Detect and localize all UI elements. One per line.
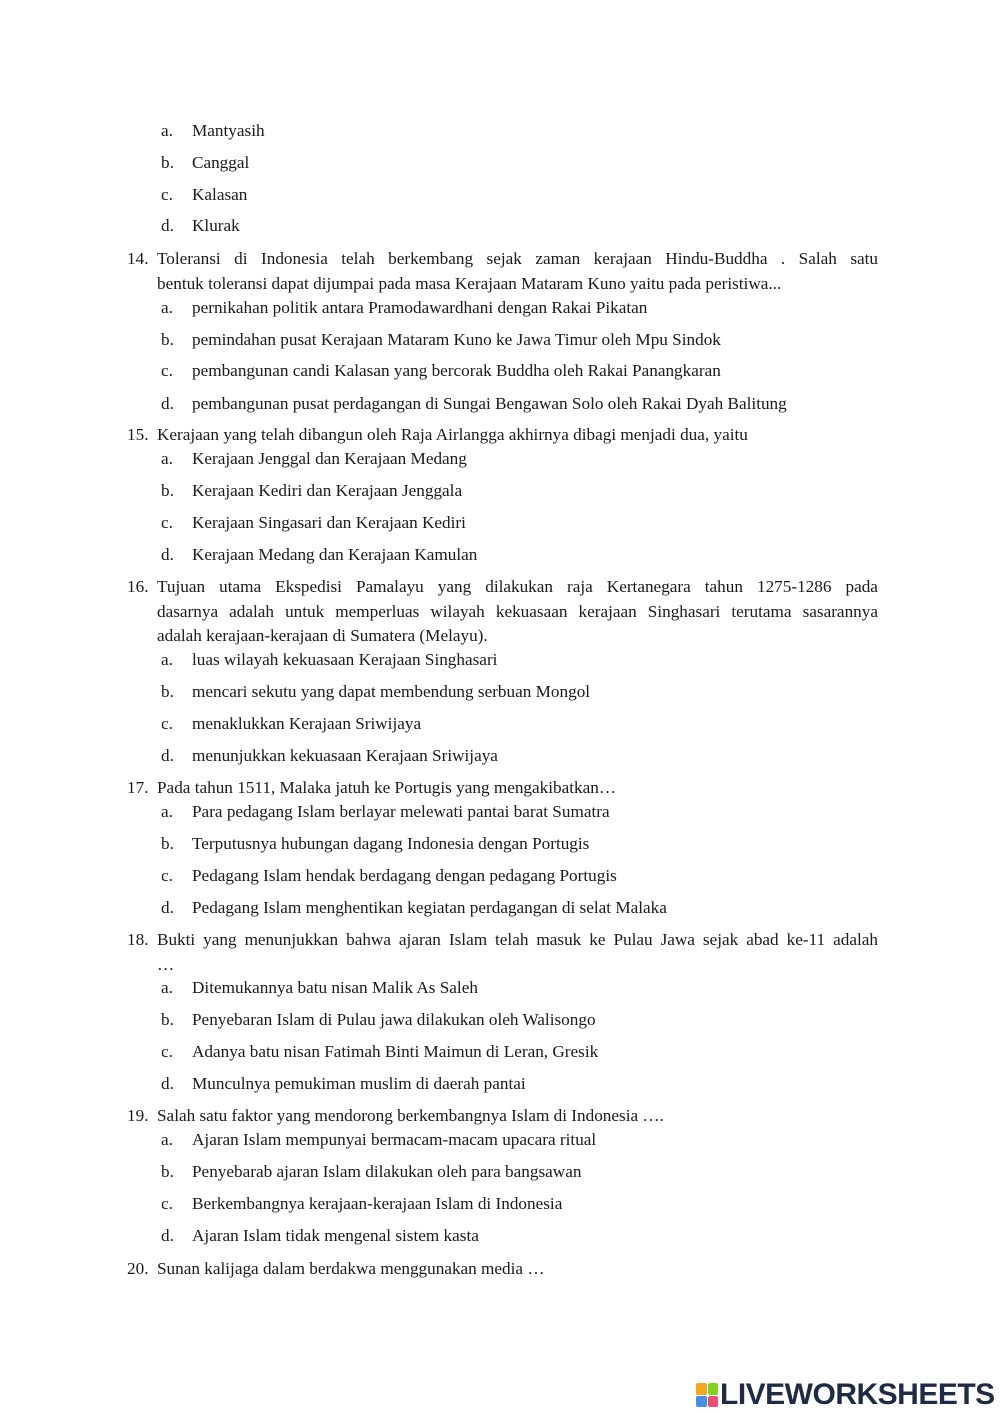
- q13-option-d-letter: d.: [161, 216, 174, 235]
- question-16-number: 16.: [127, 577, 149, 596]
- q19-option-d-text: Ajaran Islam tidak mengenal sistem kasta: [192, 1226, 479, 1245]
- q15-option-b-text: Kerajaan Kediri dan Kerajaan Jenggala: [192, 481, 463, 500]
- q19-option-c-letter: c.: [161, 1194, 173, 1213]
- q17-option-b-letter: b.: [161, 834, 174, 853]
- q13-option-c-text: Kalasan: [192, 185, 248, 204]
- question-16-line-1: Tujuan utama Ekspedisi Pamalayu yang dilakukan raja Kertanegara tahun 1275-1286 pada: [157, 577, 878, 596]
- q14-option-a-text: pernikahan politik antara Pramodawardhani dengan Rakai Pikatan: [192, 298, 648, 317]
- q17-option-b-text: Terputusnya hubungan dagang Indonesia dengan Portugis: [192, 834, 590, 853]
- question-15-number: 15.: [127, 425, 149, 444]
- q15-option-b-letter: b.: [161, 481, 174, 500]
- q17-option-d-text: Pedagang Islam menghentikan kegiatan perdagangan di selat Malaka: [192, 898, 667, 917]
- q15-option-a-letter: a.: [161, 449, 173, 468]
- q19-option-b-text: Penyebarab ajaran Islam dilakukan oleh para bangsawan: [192, 1162, 582, 1181]
- q16-option-b-letter: b.: [161, 682, 174, 701]
- q16-option-a-letter: a.: [161, 650, 173, 669]
- q16-option-c-text: menaklukkan Kerajaan Sriwijaya: [192, 714, 422, 733]
- q17-option-a-letter: a.: [161, 802, 173, 821]
- q18-option-d-text: Munculnya pemukiman muslim di daerah pantai: [192, 1074, 526, 1093]
- q13-option-a-text: Mantyasih: [192, 121, 265, 140]
- question-18-number: 18.: [127, 930, 149, 949]
- q16-option-c-letter: c.: [161, 714, 173, 733]
- q17-option-a-text: Para pedagang Islam berlayar melewati pantai barat Sumatra: [192, 802, 610, 821]
- q14-option-c-text: pembangunan candi Kalasan yang bercorak Buddha oleh Rakai Panangkaran: [192, 361, 721, 380]
- q18-option-b-letter: b.: [161, 1010, 174, 1029]
- liveworksheets-logo-text: LIVEWORKSHEETS: [720, 1378, 995, 1411]
- q14-option-a-letter: a.: [161, 298, 173, 317]
- q19-option-d-letter: d.: [161, 1226, 174, 1245]
- q17-option-c-letter: c.: [161, 866, 173, 885]
- question-18-line-2: …: [157, 955, 175, 974]
- q18-option-c-text: Adanya batu nisan Fatimah Binti Maimun di Leran, Gresik: [192, 1042, 599, 1061]
- q16-option-a-text: luas wilayah kekuasaan Kerajaan Singhasari: [192, 650, 498, 669]
- q13-option-b-letter: b.: [161, 153, 174, 172]
- q13-option-b-text: Canggal: [192, 153, 250, 172]
- question-20-line-1: Sunan kalijaga dalam berdakwa menggunakan media …: [157, 1259, 545, 1278]
- liveworksheets-logo-icon: [696, 1383, 718, 1407]
- q13-option-d-text: Klurak: [192, 216, 240, 235]
- q19-option-a-letter: a.: [161, 1130, 173, 1149]
- liveworksheets-logo: [696, 1378, 995, 1411]
- logo-square-3: [696, 1396, 707, 1408]
- q15-option-d-text: Kerajaan Medang dan Kerajaan Kamulan: [192, 545, 478, 564]
- q15-option-c-text: Kerajaan Singasari dan Kerajaan Kediri: [192, 513, 466, 532]
- q19-option-c-text: Berkembangnya kerajaan-kerajaan Islam di Indonesia: [192, 1194, 563, 1213]
- question-14-number: 14.: [127, 249, 149, 268]
- q14-option-c-letter: c.: [161, 361, 173, 380]
- question-19-number: 19.: [127, 1106, 149, 1125]
- question-19-line-1: Salah satu faktor yang mendorong berkembangnya Islam di Indonesia ….: [157, 1106, 664, 1125]
- q14-option-d-letter: d.: [161, 394, 174, 413]
- question-17-line-1: Pada tahun 1511, Malaka jatuh ke Portugis yang mengakibatkan…: [157, 778, 617, 797]
- q18-option-a-text: Ditemukannya batu nisan Malik As Saleh: [192, 978, 478, 997]
- q19-option-a-text: Ajaran Islam mempunyai bermacam-macam upacara ritual: [192, 1130, 597, 1149]
- question-16-line-3: adalah kerajaan-kerajaan di Sumatera (Melayu).: [157, 626, 488, 645]
- question-14-line-2: bentuk toleransi dapat dijumpai pada masa Kerajaan Mataram Kuno yaitu pada peristiwa...: [157, 274, 782, 293]
- logo-square-2: [708, 1383, 719, 1395]
- q13-option-a-letter: a.: [161, 121, 173, 140]
- question-18-line-1: Bukti yang menunjukkan bahwa ajaran Islam telah masuk ke Pulau Jawa sejak abad ke-11 adalah: [157, 930, 878, 949]
- q19-option-b-letter: b.: [161, 1162, 174, 1181]
- logo-square-4: [708, 1396, 719, 1408]
- q14-option-b-text: pemindahan pusat Kerajaan Mataram Kuno ke Jawa Timur oleh Mpu Sindok: [192, 330, 721, 349]
- q15-option-a-text: Kerajaan Jenggal dan Kerajaan Medang: [192, 449, 467, 468]
- q16-option-b-text: mencari sekutu yang dapat membendung serbuan Mongol: [192, 682, 591, 701]
- q16-option-d-letter: d.: [161, 746, 174, 765]
- q15-option-d-letter: d.: [161, 545, 174, 564]
- logo-square-1: [696, 1383, 707, 1395]
- q18-option-c-letter: c.: [161, 1042, 173, 1061]
- q16-option-d-text: menunjukkan kekuasaan Kerajaan Sriwijaya: [192, 746, 498, 765]
- q13-option-c-letter: c.: [161, 185, 173, 204]
- question-16-line-2: dasarnya adalah untuk memperluas wilayah kekuasaan kerajaan Singhasari terutama sasarannya: [157, 602, 878, 621]
- q17-option-c-text: Pedagang Islam hendak berdagang dengan pedagang Portugis: [192, 866, 617, 885]
- q14-option-d-text: pembangunan pusat perdagangan di Sungai Bengawan Solo oleh Rakai Dyah Balitung: [192, 394, 787, 413]
- q15-option-c-letter: c.: [161, 513, 173, 532]
- question-20-number: 20.: [127, 1259, 149, 1278]
- q18-option-d-letter: d.: [161, 1074, 174, 1093]
- question-17-number: 17.: [127, 778, 149, 797]
- q18-option-a-letter: a.: [161, 978, 173, 997]
- q14-option-b-letter: b.: [161, 330, 174, 349]
- q17-option-d-letter: d.: [161, 898, 174, 917]
- question-15-line-1: Kerajaan yang telah dibangun oleh Raja Airlangga akhirnya dibagi menjadi dua, yaitu: [157, 425, 748, 444]
- q18-option-b-text: Penyebaran Islam di Pulau jawa dilakukan oleh Walisongo: [192, 1010, 596, 1029]
- question-14-line-1: Toleransi di Indonesia telah berkembang sejak zaman kerajaan Hindu-Buddha . Salah satu: [157, 249, 878, 268]
